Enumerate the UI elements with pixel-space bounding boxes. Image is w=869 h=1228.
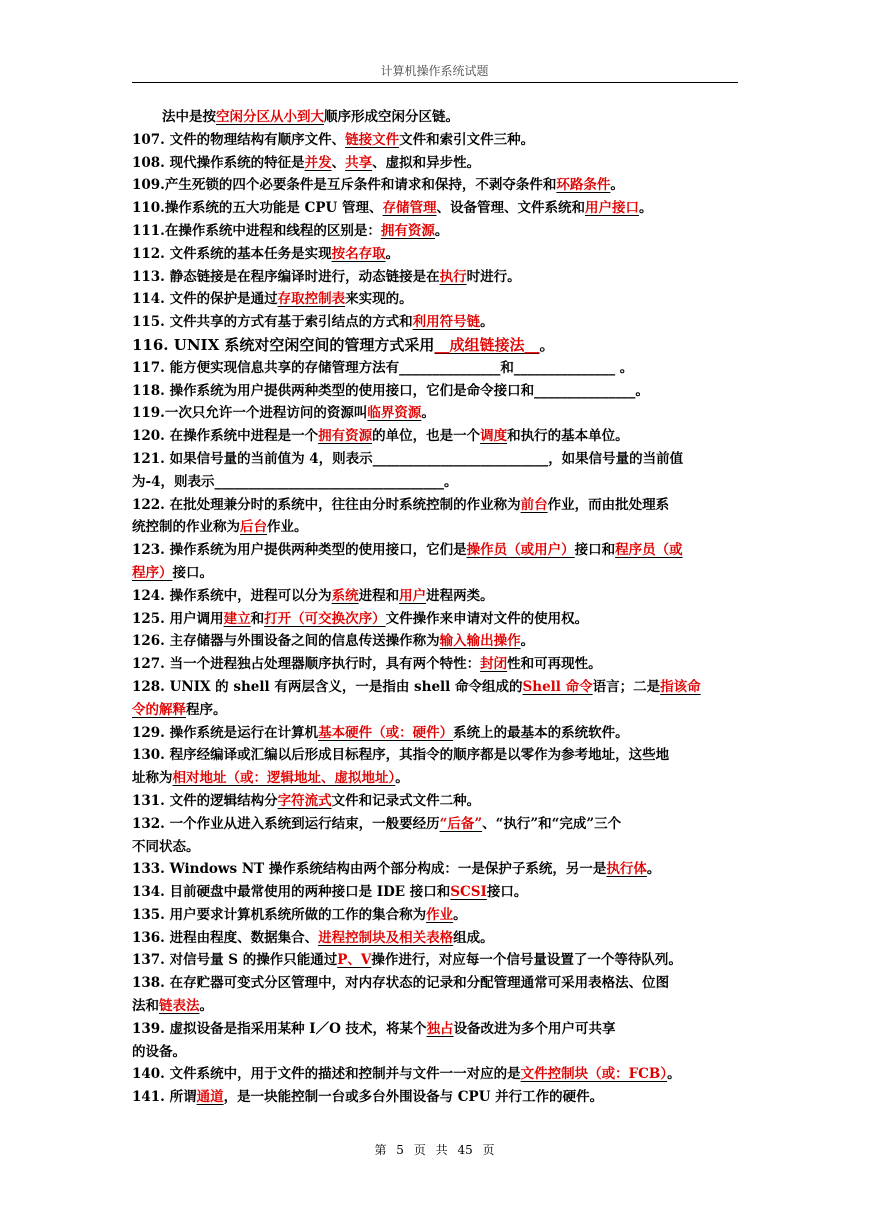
question-text: 文件操作来申请对文件的使用权。 [385,610,589,627]
answer-text: 调度 [480,428,508,445]
answer-text: 字符流式 [277,792,332,809]
question-text: 来实现的。 [345,291,413,308]
answer-text: 程序员（或 [615,542,683,559]
answer-text: 后台 [240,519,267,536]
question-text: 法和 [132,998,159,1015]
answer-text: 共享 [345,154,373,171]
answer-text: SCSI [450,884,487,901]
question-text: 118. 操作系统为用户提供两种类型的使用接口，它们是命令接口和 [132,382,535,399]
text-line [132,1041,738,1064]
question-text: 137. 对信号量 S 的操作只能通过 [132,952,338,969]
question-text: 119.一次只允许一个进程访问的资源叫 [132,405,368,422]
question-text: 122. 在批处理兼分时的系统中，往往由分时系统控制的作业称为 [132,496,521,513]
question-text: 126. 主存储器与外围设备之间的信息传送操作称为 [132,633,440,650]
question-text: 112. 文件系统的基本任务是实现 [132,245,332,262]
answer-text: 按名存取 [331,245,386,262]
answer-text: “后备” [439,815,483,832]
answer-text: 作业 [426,906,454,923]
question-text: 。 [444,473,458,490]
text-line [132,881,738,904]
answer-text: 令的解释 [132,701,186,718]
question-text: 。 [199,998,213,1015]
question-text: 。 [615,359,634,376]
text-line [132,585,738,608]
question-text: 129. 操作系统是运行在计算机 [132,724,319,741]
question-text: ，是一块能控制一台或多台外围设备与 CPU 并行工作的硬件。 [223,1089,604,1106]
answer-text: 指该命 [660,678,701,695]
question-text: 115. 文件共享的方式有基于索引结点的方式和 [132,314,413,331]
answer-text: 前台 [520,496,548,513]
footer-page-unit: 页 [413,1143,426,1157]
question-text: 。 [520,633,535,650]
text-line [132,767,738,790]
question-text: 135. 用户要求计算机系统所做的工作的集合称为 [132,906,427,923]
text-line [132,722,738,745]
question-text: 。 [421,405,435,422]
question-text: 作业，而由批处理系 [547,496,670,513]
question-text: 、设备管理、文件系统和 [436,200,585,217]
question-text: 系统上的最基本的系统软件。 [453,724,629,741]
question-text: 。 [480,314,494,331]
question-text: 139. 虚拟设备是指采用某种 I／O 技术，将某个 [132,1020,427,1037]
answer-text: 存取控制表 [277,291,346,308]
question-text: 114. 文件的保护是通过 [132,291,278,308]
text-line [132,243,738,266]
blank-line: _______________ [513,359,616,376]
text-line [132,608,738,631]
question-text: ，如果信号量的当前值 [548,450,684,467]
answer-text: 空闲分区从小到大 [216,109,324,125]
page-header: 计算机操作系统试题 [380,64,489,78]
text-line [132,676,738,699]
text-line [132,790,738,813]
answer-text: 拥有资源 [318,428,373,445]
question-text: 和执行的基本单位。 [507,428,629,445]
text-line [132,630,738,653]
text-line [132,174,738,197]
blank-line: __________________________________ [214,473,444,490]
blank-line: __________________________ [372,450,549,467]
footer-page-label: 第 [374,1143,387,1157]
question-text: 。 [434,222,449,239]
question-text: 法中是按 [162,109,216,125]
text-line [132,653,738,676]
text-line [132,904,738,927]
question-text: 为-4，则表示 [132,473,215,490]
question-text: 不同状态。 [132,838,200,855]
question-text: 。 [635,382,649,399]
answer-text: 并发 [304,154,332,171]
question-text: 141. 所谓 [132,1089,197,1106]
footer-total-unit: 页 [482,1143,495,1157]
text-line [132,813,738,836]
question-text: 、 [331,154,346,171]
text-line [132,152,738,175]
question-text: 统控制的作业称为 [132,519,240,536]
question-text: 进程两类。 [426,587,494,604]
question-text: 140. 文件系统中，用于文件的描述和控制并与文件一一对应的是 [132,1066,521,1083]
question-text: 址称为 [132,770,173,787]
question-text: 作业。 [267,519,308,536]
question-text: 接口。 [486,884,528,901]
answer-text: 用户 [399,587,427,604]
answer-text: 进程控制块及相关表格 [318,929,454,946]
text-line [132,197,738,220]
text-line [132,836,738,859]
question-text: 111.在操作系统中进程和线程的区别是： [132,222,381,239]
header-divider [132,82,738,83]
footer-total-pages: 45 [457,1143,473,1157]
answer-text: 打开（可交换次序） [264,610,386,627]
answer-text: 执行 [439,268,467,285]
question-text: 、虚拟和异步性。 [372,154,481,171]
text-line [132,562,738,585]
question-text: 。 [385,245,400,262]
question-text: 。 [610,177,624,194]
question-text: 、“执行”和“完成”三个 [482,815,622,832]
footer-total-label: 共 [435,1143,448,1157]
answer-text: 操作员（或用户） [466,542,575,559]
question-list [132,106,738,1109]
question-text: 接口。 [172,564,213,581]
text-line [132,402,738,425]
answer-text: 相对地址（或：逻辑地址、虚拟地址） [172,770,396,787]
question-text: 操作进行，对应每一个信号量设置了一个等待队列。 [371,952,682,969]
question-text: 程序。 [186,701,227,718]
answer-text: 文件控制块（或：FCB） [520,1066,668,1083]
question-text: 116. UNIX 系统对空闲空间的管理方式采用 [132,335,435,354]
question-text: 130. 程序经编译或汇编以后形成目标程序，其指令的顺序都是以零作为参考地址，这些地 [132,747,670,764]
question-text: 127. 当一个进程独占处理器顺序执行时，具有两个特性： [132,656,481,673]
question-text: 133. Windows NT 操作系统结构由两个部分构成：一是保护子系统，另一是 [132,861,607,878]
answer-text: 封闭 [480,656,508,673]
text-line [132,380,738,403]
question-text: 120. 在操作系统中进程是一个 [132,428,319,445]
blank-line: _______________ [534,382,636,399]
text-line [132,927,738,950]
question-text: 。 [539,335,555,354]
text-line [132,311,738,334]
question-text: 。 [667,1066,681,1083]
question-text: 121. 如果信号量的当前值为 4，则表示 [132,450,373,467]
answer-text: Shell 命令 [522,678,593,695]
question-text: 。 [646,861,661,878]
text-line [132,1063,738,1086]
question-text: 117. 能方便实现信息共享的存储管理方法有 [132,359,400,376]
text-line [132,425,738,448]
answer-text: P、V [337,952,372,969]
page-footer [0,1141,869,1158]
question-text: 108. 现代操作系统的特征是 [132,154,305,171]
text-line [132,995,738,1018]
question-text: 的单位，也是一个 [372,428,481,445]
text-line [132,516,738,539]
question-text: 。 [395,770,409,787]
question-text: 131. 文件的逻辑结构分 [132,792,278,809]
question-text: 性和可再现性。 [507,656,602,673]
answer-text: __成组链接法__ [434,335,540,354]
question-text: 113. 静态链接是在程序编译时进行，动态链接是在 [132,268,440,285]
answer-text: 用户接口 [584,200,639,217]
text-line [132,494,738,517]
answer-text: 基本硬件（或：硬件） [318,724,454,741]
question-text: 文件和索引文件三种。 [399,131,535,148]
question-text: 和 [250,610,265,627]
text-line [132,357,738,380]
answer-text: 输入输出操作 [439,633,521,650]
blank-line: _______________ [399,359,501,376]
question-text: 107. 文件的物理结构有顺序文件、 [132,131,346,148]
text-line [132,266,738,289]
text-line [132,1018,738,1041]
answer-text: 临界资源 [367,405,422,422]
question-text: 设备改进为多个用户可共享 [453,1020,616,1037]
question-text: 136. 进程由程度、数据集合、 [132,929,319,946]
question-text: 132. 一个作业从进入系统到运行结束，一般要经历 [132,815,440,832]
text-line [132,539,738,562]
question-text: 顺序形成空闲分区链。 [324,109,459,125]
text-line [132,448,738,471]
answer-text: 链表法 [159,998,200,1015]
answer-text: 程序） [132,564,173,581]
question-text: 109.产生死锁的四个必要条件是互斥条件和请求和保持，不剥夺条件和 [132,177,557,194]
answer-text: 执行体 [606,861,647,878]
text-line [132,129,738,152]
text-line [132,106,738,129]
text-line [132,288,738,311]
question-text: 。 [638,200,653,217]
answer-text: 独占 [426,1020,454,1037]
question-text: 语言；二是 [592,678,661,695]
question-text: 进程和 [358,587,400,604]
question-text: 124. 操作系统中，进程可以分为 [132,587,332,604]
text-line [132,858,738,881]
answer-text: 利用符号链 [412,314,481,331]
question-text: 接口和 [574,542,616,559]
answer-text: 建立 [223,610,251,627]
question-text: 125. 用户调用 [132,610,224,627]
question-text: 。 [453,906,467,923]
question-text: 组成。 [453,929,494,946]
text-line [132,699,738,722]
text-line [132,949,738,972]
text-line [132,744,738,767]
answer-text: 拥有资源 [380,222,435,239]
question-text: 128. UNIX 的 shell 有两层含义，一是指由 shell 命令组成的 [132,678,523,695]
question-text: 123. 操作系统为用户提供两种类型的使用接口，它们是 [132,542,467,559]
footer-current-page: 5 [396,1143,404,1157]
question-text: 和 [500,359,514,376]
question-text: 的设备。 [132,1043,186,1060]
question-text: 文件和记录式文件二种。 [331,792,481,809]
answer-text: 通道 [196,1089,224,1106]
text-line [132,334,738,357]
text-line [132,220,738,243]
question-text: 138. 在存贮器可变式分区管理中，对内存状态的记录和分配管理通常可采用表格法、位图 [132,975,670,992]
answer-text: 存储管理 [382,200,437,217]
text-line [132,471,738,494]
answer-text: 环路条件 [556,177,611,194]
question-text: 134. 目前硬盘中最常使用的两种接口是 IDE 接口和 [132,884,451,901]
question-text: 110.操作系统的五大功能是 CPU 管理、 [132,200,383,217]
question-text: 时进行。 [466,268,521,285]
text-line [132,972,738,995]
answer-text: 系统 [331,587,359,604]
text-line [132,1086,738,1109]
answer-text: 链接文件 [345,131,400,148]
